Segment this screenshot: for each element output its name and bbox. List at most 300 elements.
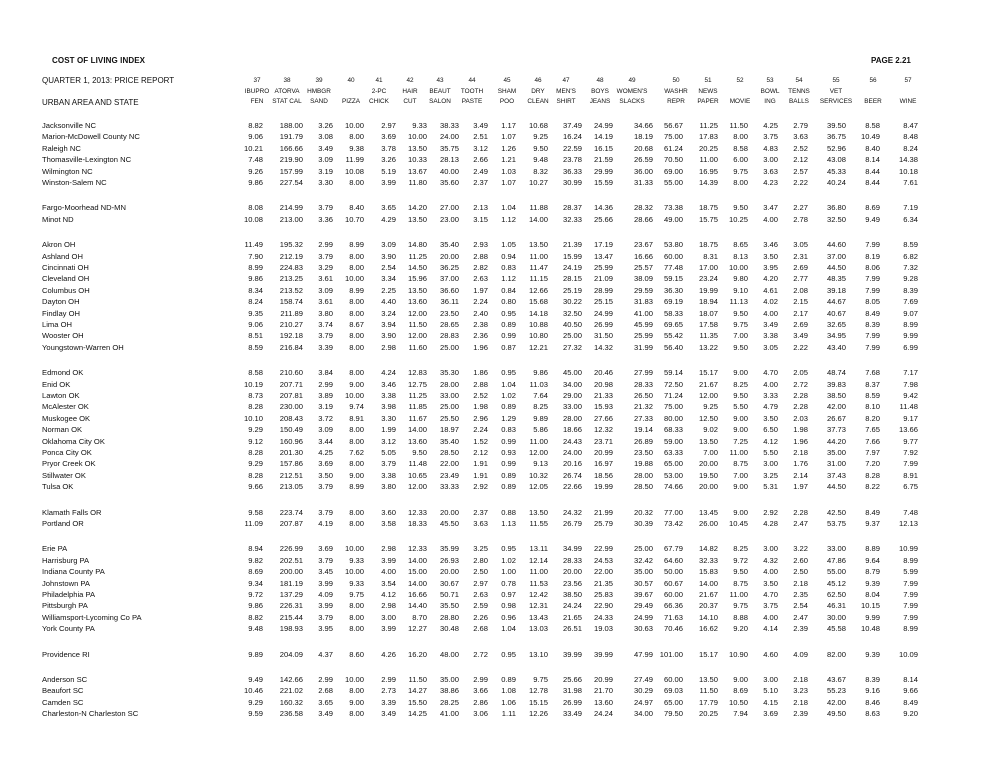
table-row	[0, 567, 984, 577]
price-cell: 14.50	[407, 263, 427, 272]
price-cell: 208.43	[279, 413, 303, 423]
table-row	[0, 698, 984, 708]
price-cell: 30.22	[562, 297, 582, 307]
price-cell: 7.32	[903, 263, 918, 272]
price-cell: 210.27	[279, 320, 303, 329]
price-cell: 2.18	[793, 675, 808, 684]
urban-area-name: McAlester OK	[42, 402, 89, 412]
price-cell: 3.99	[318, 601, 333, 611]
price-cell: 1.08	[501, 686, 516, 696]
price-cell: 16.66	[407, 590, 427, 599]
price-cell: 31.98	[562, 686, 582, 696]
price-cell: 2.72	[473, 649, 488, 659]
price-cell: 14.39	[698, 178, 718, 187]
table-row	[0, 590, 984, 600]
price-cell: 8.00	[349, 308, 364, 318]
price-cell: 31.99	[633, 342, 653, 352]
price-cell: 9.50	[733, 203, 748, 213]
price-cell: 10.15	[860, 601, 880, 611]
price-cell: 60.00	[663, 251, 683, 261]
price-cell: 17.58	[698, 320, 718, 329]
price-cell: 16.95	[698, 166, 718, 176]
price-cell: 3.29	[318, 263, 333, 272]
price-cell: 10.65	[407, 470, 427, 480]
column-header	[342, 76, 360, 108]
price-cell: 202.51	[279, 555, 303, 565]
price-cell: 14.82	[698, 544, 718, 554]
price-cell: 58.33	[663, 308, 683, 318]
price-cell: 1.07	[501, 178, 516, 187]
price-cell: 10.45	[728, 519, 748, 528]
table-row	[0, 368, 984, 378]
price-cell: 63.33	[663, 448, 683, 457]
price-cell: 3.79	[318, 331, 333, 341]
price-cell: 8.00	[349, 709, 364, 719]
urban-area-name: Lawton OK	[42, 391, 80, 400]
price-cell: 9.66	[248, 482, 263, 492]
column-header-num: 52	[736, 77, 744, 84]
urban-area-name: Wooster OH	[42, 331, 84, 341]
price-cell: 8.99	[349, 285, 364, 295]
price-cell: 160.32	[279, 697, 303, 707]
price-cell: 32.50	[562, 308, 582, 318]
price-cell: 0.95	[501, 308, 516, 318]
price-cell: 17.79	[698, 697, 718, 707]
price-cell: 4.26	[381, 649, 396, 659]
table-row	[0, 178, 984, 188]
price-cell: 11.80	[408, 178, 427, 187]
column-header-l1	[342, 87, 360, 98]
price-cell: 3.79	[318, 555, 333, 565]
price-cell: 181.19	[279, 578, 303, 588]
price-cell: 1.86	[473, 368, 488, 378]
price-cell: 3.78	[381, 143, 396, 153]
price-cell: 71.24	[663, 391, 683, 400]
price-cell: 3.95	[763, 263, 778, 272]
page-title: COST OF LIVING INDEX	[52, 56, 146, 65]
price-cell: 9.00	[349, 697, 364, 707]
urban-area-name: Youngstown-Warren OH	[42, 342, 124, 352]
price-cell: 13.11	[529, 544, 548, 554]
price-cell: 9.29	[248, 697, 263, 707]
price-cell: 2.39	[793, 709, 808, 719]
price-cell: 10.00	[344, 121, 364, 130]
price-cell: 10.49	[860, 132, 880, 142]
table-row	[0, 331, 984, 341]
price-cell: 36.00	[633, 166, 653, 176]
price-cell: 35.40	[439, 436, 459, 446]
price-cell: 9.00	[733, 425, 748, 435]
price-cell: 10.32	[528, 470, 548, 480]
price-cell: 61.24	[663, 143, 683, 153]
price-cell: 75.00	[663, 402, 683, 412]
price-cell: 13.22	[698, 342, 718, 352]
column-header-l2: CUT	[403, 98, 417, 105]
price-cell: 5.99	[903, 567, 918, 577]
price-cell: 45.58	[826, 624, 846, 634]
price-cell: 4.28	[763, 519, 778, 528]
price-cell: 1.91	[473, 470, 488, 480]
price-cell: 25.00	[633, 544, 653, 554]
price-cell: 15.75	[698, 214, 718, 224]
price-cell: 0.88	[501, 507, 516, 517]
price-cell: 30.00	[826, 612, 846, 622]
price-cell: 0.87	[501, 342, 516, 352]
price-cell: 16.24	[562, 132, 582, 142]
price-cell: 158.74	[279, 297, 303, 307]
price-cell: 18.66	[562, 425, 582, 435]
price-cell: 70.46	[663, 624, 683, 634]
price-cell: 8.00	[349, 436, 364, 446]
price-cell: 18.75	[698, 240, 718, 250]
column-header-l2: SHIRT	[556, 98, 576, 105]
price-cell: 7.99	[903, 590, 918, 599]
price-cell: 4.29	[381, 214, 396, 224]
column-header-l2: BALLS	[789, 98, 809, 105]
price-cell: 3.50	[763, 251, 778, 261]
report-subtitle: QUARTER 1, 2013: PRICE REPORT	[42, 76, 175, 85]
column-header	[369, 76, 389, 108]
price-cell: 191.79	[279, 132, 303, 142]
price-cell: 4.24	[381, 368, 396, 378]
price-cell: 20.98	[593, 379, 613, 389]
price-cell: 9.50	[733, 308, 748, 318]
price-cell: 166.66	[279, 143, 303, 153]
price-cell: 7.90	[248, 251, 263, 261]
price-cell: 59.00	[663, 436, 683, 446]
price-cell: 12.33	[407, 544, 427, 554]
price-cell: 8.48	[903, 132, 918, 142]
price-cell: 2.92	[763, 507, 778, 517]
price-cell: 9.25	[703, 402, 718, 412]
price-cell: 3.08	[318, 132, 333, 142]
price-cell: 28.99	[593, 285, 613, 295]
column-header-l1: WOMEN'S	[616, 87, 648, 95]
price-cell: 20.37	[698, 601, 718, 611]
price-cell: 11.53	[529, 578, 548, 588]
price-cell: 28.33	[633, 379, 653, 389]
price-cell: 7.98	[903, 379, 918, 389]
price-cell: 35.00	[439, 675, 459, 684]
price-cell: 8.00	[733, 178, 748, 187]
price-cell: 207.71	[279, 379, 303, 389]
price-cell: 38.33	[439, 121, 459, 130]
price-cell: 14.19	[593, 132, 613, 142]
urban-area-name: York County PA	[42, 624, 95, 634]
urban-area-name: Fargo-Moorhead ND-MN	[42, 203, 126, 213]
price-cell: 9.48	[248, 624, 263, 634]
price-cell: 2.78	[793, 214, 808, 224]
price-cell: 5.19	[381, 166, 396, 176]
price-cell: 11.25	[699, 121, 718, 130]
price-cell: 7.99	[865, 342, 880, 352]
price-cell: 5.05	[381, 448, 396, 457]
price-cell: 24.24	[562, 601, 582, 611]
price-cell: 35.60	[439, 178, 459, 187]
column-header-num: 56	[869, 77, 877, 84]
price-cell: 3.00	[763, 675, 778, 684]
price-cell: 8.00	[349, 459, 364, 469]
price-cell: 14.80	[407, 240, 427, 250]
column-header-num: 49	[628, 77, 636, 84]
price-cell: 11.55	[529, 519, 548, 528]
price-cell: 2.22	[793, 178, 808, 187]
price-cell: 9.75	[733, 601, 748, 611]
price-cell: 21.65	[562, 612, 582, 622]
price-cell: 3.69	[763, 709, 778, 719]
price-cell: 3.75	[763, 601, 778, 611]
urban-area-name: Beaufort SC	[42, 686, 84, 696]
price-cell: 4.19	[318, 519, 333, 528]
column-header-l1	[730, 87, 751, 98]
price-cell: 188.00	[279, 121, 303, 130]
table-row	[0, 624, 984, 634]
price-cell: 43.67	[826, 675, 846, 684]
price-cell: 9.89	[533, 413, 548, 423]
price-cell: 20.32	[633, 507, 653, 517]
price-cell: 9.29	[248, 459, 263, 469]
price-cell: 8.40	[349, 203, 364, 213]
price-cell: 38.50	[562, 590, 582, 599]
price-cell: 14.40	[407, 601, 427, 611]
price-cell: 1.04	[501, 203, 516, 213]
urban-area-name: Ashland OH	[42, 251, 83, 261]
price-cell: 7.92	[903, 448, 918, 457]
column-header-num: 57	[904, 77, 912, 84]
price-cell: 28.25	[439, 697, 459, 707]
price-cell: 69.19	[663, 297, 683, 307]
column-header-num: 39	[315, 77, 323, 84]
price-cell: 9.20	[903, 709, 918, 719]
price-cell: 9.29	[248, 425, 263, 435]
price-cell: 12.42	[528, 590, 548, 599]
price-cell: 60.00	[663, 675, 683, 684]
price-cell: 8.79	[865, 567, 880, 577]
price-cell: 8.28	[248, 402, 263, 412]
column-header	[697, 76, 718, 108]
price-cell: 198.93	[279, 624, 303, 634]
price-cell: 13.43	[528, 612, 548, 622]
price-cell: 40.00	[439, 166, 459, 176]
price-cell: 3.84	[318, 368, 333, 378]
price-cell: 7.00	[733, 331, 748, 341]
price-cell: 0.95	[501, 368, 516, 378]
price-cell: 223.74	[279, 507, 303, 517]
table-row	[0, 650, 984, 660]
price-cell: 4.00	[763, 308, 778, 318]
price-cell: 24.00	[439, 132, 459, 142]
price-cell: 10.00	[344, 274, 364, 284]
price-cell: 192.18	[279, 331, 303, 341]
price-cell: 12.27	[407, 624, 427, 634]
price-cell: 4.00	[381, 567, 396, 577]
column-header	[664, 76, 688, 108]
table-row	[0, 203, 984, 213]
price-cell: 8.00	[349, 251, 364, 261]
price-cell: 2.73	[381, 686, 396, 696]
price-cell: 26.99	[593, 320, 613, 329]
urban-area-name: Cleveland OH	[42, 274, 90, 284]
price-cell: 10.25	[728, 214, 748, 224]
price-cell: 15.68	[528, 297, 548, 307]
price-cell: 3.39	[318, 342, 333, 352]
price-cell: 8.00	[349, 132, 364, 142]
price-cell: 2.47	[793, 519, 808, 528]
price-cell: 8.00	[349, 624, 364, 634]
price-cell: 1.21	[501, 155, 516, 165]
price-cell: 12.21	[528, 342, 548, 352]
price-cell: 68.33	[663, 425, 683, 435]
column-header	[590, 76, 611, 108]
price-cell: 24.99	[593, 308, 613, 318]
price-cell: 30.29	[633, 686, 653, 696]
price-cell: 3.61	[318, 297, 333, 307]
price-cell: 18.75	[698, 203, 718, 213]
price-cell: 2.86	[473, 697, 488, 707]
price-cell: 0.99	[501, 331, 516, 341]
price-cell: 33.33	[439, 482, 459, 492]
price-cell: 1.96	[473, 342, 488, 352]
price-cell: 2.60	[793, 555, 808, 565]
price-cell: 3.19	[318, 402, 333, 412]
price-cell: 9.00	[733, 368, 748, 378]
price-cell: 207.87	[279, 519, 303, 528]
price-cell: 37.73	[826, 425, 846, 435]
price-cell: 27.66	[593, 413, 613, 423]
column-header-num: 48	[596, 77, 604, 84]
price-cell: 6.34	[903, 214, 918, 224]
price-cell: 3.19	[318, 166, 333, 176]
price-cell: 7.99	[903, 601, 918, 611]
price-cell: 62.50	[826, 590, 846, 599]
price-cell: 8.39	[865, 320, 880, 329]
price-cell: 9.02	[703, 425, 718, 435]
price-cell: 8.00	[349, 178, 364, 187]
price-cell: 3.09	[318, 285, 333, 295]
price-cell: 55.00	[663, 178, 683, 187]
price-cell: 3.49	[381, 709, 396, 719]
price-cell: 10.99	[898, 544, 918, 554]
column-header-num: 51	[704, 77, 712, 84]
price-cell: 13.45	[698, 507, 718, 517]
price-cell: 28.15	[562, 274, 582, 284]
price-cell: 36.80	[826, 203, 846, 213]
price-cell: 13.10	[528, 649, 548, 659]
price-cell: 8.59	[865, 391, 880, 400]
column-header	[402, 76, 417, 108]
column-header	[864, 76, 881, 108]
price-cell: 7.48	[903, 507, 918, 517]
price-cell: 60.00	[663, 590, 683, 599]
price-cell: 25.83	[593, 590, 613, 599]
price-cell: 28.32	[633, 203, 653, 213]
price-cell: 6.50	[763, 425, 778, 435]
price-cell: 8.05	[865, 297, 880, 307]
price-cell: 53.00	[663, 470, 683, 480]
price-cell: 9.72	[733, 555, 748, 565]
price-cell: 3.54	[381, 578, 396, 588]
price-cell: 1.02	[501, 555, 516, 565]
table-row	[0, 402, 984, 412]
price-cell: 3.33	[763, 391, 778, 400]
price-cell: 8.69	[248, 567, 263, 577]
price-cell: 24.32	[562, 507, 582, 517]
price-cell: 4.25	[763, 121, 778, 130]
price-cell: 12.00	[407, 308, 427, 318]
price-cell: 7.61	[903, 178, 918, 187]
price-cell: 3.79	[381, 459, 396, 469]
price-cell: 14.00	[528, 214, 548, 224]
price-cell: 9.37	[865, 519, 880, 528]
price-cell: 2.96	[473, 413, 488, 423]
price-cell: 14.00	[698, 578, 718, 588]
price-cell: 26.51	[562, 624, 582, 634]
price-cell: 2.35	[793, 590, 808, 599]
price-cell: 8.59	[248, 342, 263, 352]
price-cell: 44.20	[826, 436, 846, 446]
price-cell: 1.12	[501, 214, 516, 224]
price-cell: 32.33	[698, 555, 718, 565]
price-cell: 4.70	[763, 368, 778, 378]
urban-area-name: Ponca City OK	[42, 448, 92, 457]
price-cell: 47.86	[826, 555, 846, 565]
price-cell: 0.98	[501, 601, 516, 611]
price-cell: 9.13	[533, 459, 548, 469]
price-cell: 25.50	[439, 413, 459, 423]
price-cell: 16.62	[698, 624, 718, 634]
price-cell: 7.62	[349, 448, 364, 457]
column-header-l1: BEAUT	[429, 87, 451, 95]
price-cell: 4.02	[763, 297, 778, 307]
price-cell: 43.40	[826, 342, 846, 352]
price-cell: 8.70	[412, 612, 427, 622]
price-cell: 8.99	[903, 320, 918, 329]
price-cell: 2.80	[473, 555, 488, 565]
column-header-l1: VET	[829, 87, 843, 95]
price-cell: 48.35	[826, 274, 846, 284]
price-cell: 21.32	[633, 402, 653, 412]
price-cell: 21.33	[593, 391, 613, 400]
column-header-l2: SALON	[429, 98, 451, 105]
price-cell: 137.29	[279, 590, 303, 599]
price-cell: 3.00	[381, 612, 396, 622]
price-cell: 9.20	[733, 624, 748, 634]
price-cell: 2.25	[381, 285, 396, 295]
column-header-l1: HMBGR	[307, 87, 331, 95]
price-cell: 8.44	[865, 166, 880, 176]
price-cell: 3.98	[381, 402, 396, 412]
price-cell: 25.79	[593, 519, 613, 528]
price-cell: 7.25	[733, 436, 748, 446]
price-cell: 3.69	[381, 132, 396, 142]
price-cell: 9.50	[733, 567, 748, 577]
price-cell: 10.18	[898, 166, 918, 176]
column-header-l2: WINE	[899, 98, 917, 105]
price-cell: 12.66	[528, 285, 548, 295]
price-cell: 8.08	[248, 203, 263, 213]
price-cell: 41.00	[633, 308, 653, 318]
price-cell: 20.00	[562, 567, 582, 577]
price-cell: 18.07	[698, 308, 718, 318]
price-cell: 3.36	[318, 214, 333, 224]
column-header-l1: SHAM	[497, 87, 517, 95]
urban-area-name: Columbus OH	[42, 285, 90, 295]
column-header-num: 45	[503, 77, 511, 84]
price-cell: 2.98	[381, 342, 396, 352]
urban-area-name: Harrisburg PA	[42, 555, 90, 565]
price-cell: 2.52	[473, 391, 488, 400]
table-row	[0, 252, 984, 262]
